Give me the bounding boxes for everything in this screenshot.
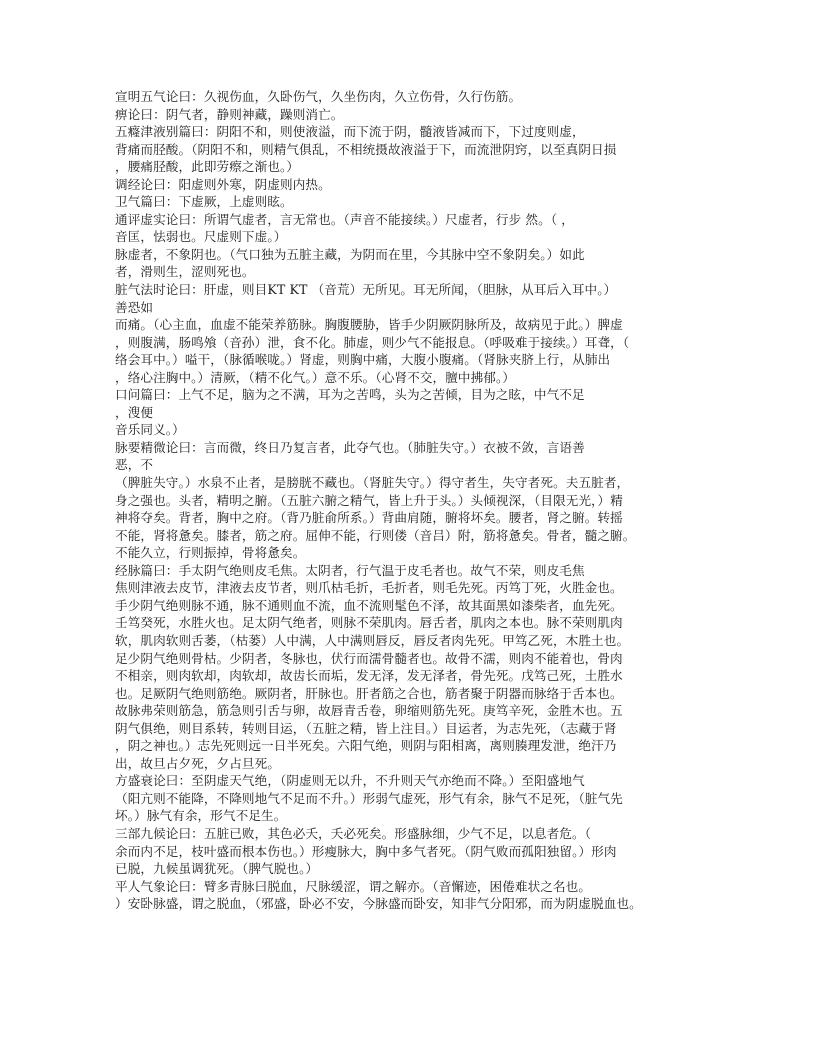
text-line: 方盛衰论曰：至阴虚天气绝，（阴虚则无以升，不升则天气亦绝而不降。）至阳盛地气 xyxy=(115,773,585,789)
text-line: 不能，肾将惫矣。膝者，筋之府。屈伸不能，行则偻（音吕）附，筋将惫矣。骨者，髓之腑。 xyxy=(115,527,636,543)
text-line: 痹论曰：阴气者，静则神藏，躁则消亡。 xyxy=(115,106,344,122)
text-line: 故脉弗荣则筋急，筋急则引舌与卵，故唇青舌卷，卵缩则筋先死。庚笃辛死，金胜木也。五 xyxy=(115,703,623,719)
text-line: （阳亢则不能降，不降则地气不足而不升。）形弱气虚死，形气有余，脉气不足死，（脏气先 xyxy=(115,790,623,806)
text-line: 调经论曰：阳虚则外寒，阴虚则内热。 xyxy=(115,176,331,192)
text-line: 软，肌肉软则舌萎，（枯蒌）人中满，人中满则唇反，唇反者肉先死。甲笃乙死，木胜土也。 xyxy=(115,632,630,648)
text-line: 身之强也。头者，精明之腑。（五脏六腑之精气，皆上升于头。）头倾视深，（目限无光，）精 xyxy=(115,492,623,508)
text-line: 三部九候论曰：五脏已败，其色必夭，夭必死矣。形盛脉细，少气不足，以息者危。（ xyxy=(115,825,592,841)
text-line: 经脉篇曰：手太阴气绝则皮毛焦。太阴者，行气温于皮毛者也。故气不荣，则皮毛焦 xyxy=(115,562,585,578)
text-line: 口问篇曰：上气不足，脑为之不满，耳为之苦鸣，头为之苦倾，目为之眩，中气不足 xyxy=(115,387,585,403)
text-line: 恶，不 xyxy=(115,457,154,473)
text-line: 卫气篇曰：下虚厥，上虚则眩。 xyxy=(115,194,293,210)
text-line: 足少阴气绝则骨枯。少阴者，冬脉也，伏行而濡骨髓者也。故骨不濡，则肉不能着也，骨肉 xyxy=(115,650,623,666)
missing-glyph-placeholder: KT xyxy=(267,282,286,298)
text-line: 通评虚实论曰：所谓气虚者，言无常也。（声音不能接续。）尺虚者，行步 然。（ ， xyxy=(115,211,574,227)
text-line: 五癃津液别篇曰：阴阳不和，则使液溢，而下流于阴，髓液皆减而下，下过度则虚， xyxy=(115,124,585,140)
text-line: 不相亲，则肉软却，肉软却，故齿长而垢，发无泽，发无泽者，骨先死。戊笃己死，土胜水 xyxy=(115,668,623,684)
text-line: 壬笃癸死，水胜火也。足太阴气绝者，则脉不荣肌肉。唇舌者，肌肉之本也。脉不荣则肌肉 xyxy=(115,615,623,631)
text-line: 不能久立，行则振掉，骨将惫矣。 xyxy=(115,545,306,561)
text-line: 善恐如 xyxy=(115,299,154,315)
text-line: 出，故旦占夕死，夕占旦死。 xyxy=(115,755,281,771)
text-line: ，阴之神也。）志先死则远一日半死矣。六阳气绝，则阴与阳相离，离则腠理发泄，绝汗乃 xyxy=(115,738,617,754)
missing-glyph-placeholder: KT xyxy=(289,282,308,298)
document-text-body xyxy=(115,88,741,913)
text-line: 者，滑则生，涩则死也。 xyxy=(115,264,255,280)
text-line: 阴气俱绝，则目系转，转则目运，（五脏之精，皆上注目。）目运者，为志先死，（志藏于肾 xyxy=(115,720,617,736)
text-line: ，溲便 xyxy=(115,404,154,420)
text-line: 神将夺矣。背者，胸中之府。（背乃脏俞所系。）背曲肩随，腑将坏矣。腰者，肾之腑。转摇 xyxy=(115,510,623,526)
text-line: ，腰痛胫酸，此即劳瘵之渐也。） xyxy=(115,159,300,175)
text-line: 络会耳中。）嗌干，（脉循喉咙。）肾虚，则胸中痛，大腹小腹痛。（肾脉夹脐上行，从肺出 xyxy=(115,352,611,368)
text-line: 而痛。（心主血，血虚不能荣养筋脉。胸腹腰胁，皆手少阴厥阴脉所及，故病见于此。）脾虚 xyxy=(115,317,623,333)
text-line: 已脱，九候虽调犹死。（脾气脱也。） xyxy=(115,861,319,877)
text-line: 脉要精微论曰：言而微，终日乃复言者，此夺气也。（肺脏失守。）衣被不敛，言语善 xyxy=(115,439,585,455)
text-line: （脾脏失守。）水泉不止者，是膀胱不藏也。（肾脏失守。）得守者生，失守者死。夫五脏者， xyxy=(115,475,630,491)
text-line: 音匡，怯弱也。尺虚则下虚。） xyxy=(115,229,287,245)
text-line: 脉虚者，不象阴也。（气口独为五脏主藏，为阴而在里，今其脉中空不象阴矣。）如此 xyxy=(115,246,585,262)
text-line: 余而内不足，枝叶盛而根本伤也。）形瘦脉大，胸中多气者死。（阴气败而孤阳独留。）形肉 xyxy=(115,843,617,859)
text-line: 音乐同义。） xyxy=(115,422,185,438)
text-line: 平人气象论曰：臂多青脉曰脱血，尺脉缓涩，谓之解亦。（音懈迹，困倦难状之名也。 xyxy=(115,878,592,894)
text-line: 坏。）脉气有余，形气不足生。 xyxy=(115,808,287,824)
text-line: ）安卧脉盛，谓之脱血，（邪盛，卧必不安，今脉盛而卧安，知非气分阳邪，而为阴虚脱血也。 xyxy=(115,896,642,912)
text-line: 宣明五气论曰：久视伤血，久卧伤气，久坐伤肉，久立伤骨，久行伤筋。 xyxy=(115,89,522,104)
text-line: 脏气法时论曰：肝虚，则目KT KT （音荒）无所见。耳无所闻，（胆脉，从耳后入耳中。） xyxy=(115,282,617,298)
text-line: 手少阴气绝则脉不通，脉不通则血不流，血不流则髦色不泽，故其面黑如漆柴者，血先死。 xyxy=(115,597,623,613)
text-line: ，则腹满，肠鸣飧（音孙）泄，食不化。肺虚，则少气不能报息。（呼吸难于接续。）耳聋，（ xyxy=(115,334,630,350)
text-line: ，络心注胸中。）清厥，（精不化气。）意不乐。（心肾不交，膻中拂郁。） xyxy=(115,369,516,385)
text-line: 背痛而胫酸。（阴阳不和，则精气俱乱，不相统摄故液溢于下，而流泄阴窍，以至真阴日损 xyxy=(115,141,617,157)
text-line: 也。足厥阴气绝则筋绝。厥阴者，肝脉也。肝者筋之合也，筋者聚于阴器而脉络于舌本也。 xyxy=(115,685,623,701)
text-line: 焦则津液去皮节，津液去皮节者，则爪枯毛折，毛折者，则毛先死。丙笃丁死，火胜金也。 xyxy=(115,580,623,596)
